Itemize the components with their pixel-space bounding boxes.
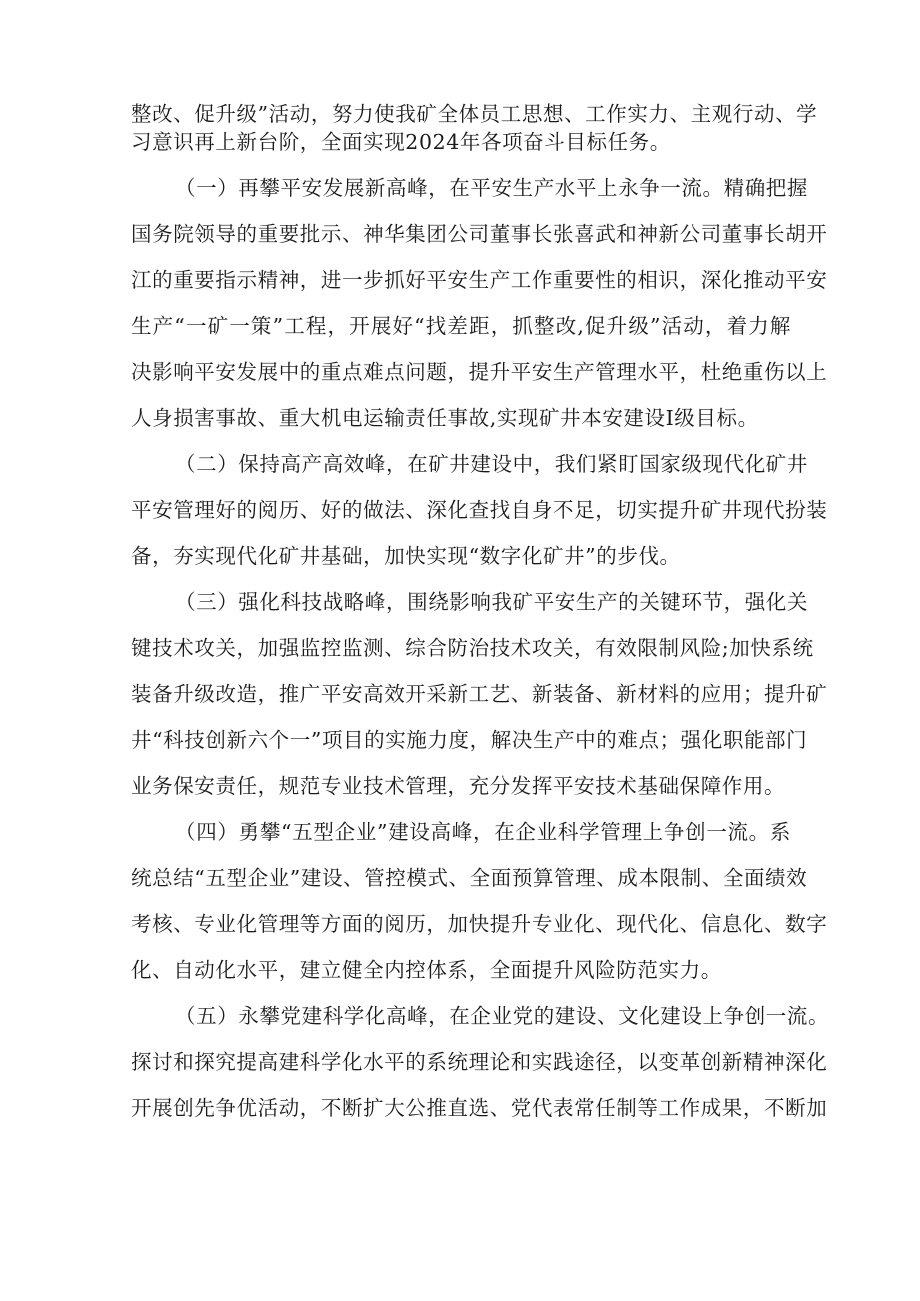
text-line: 决影响平安发展中的重点难点问题，提升平安生产管理水平，杜绝重伤以上 (131, 360, 828, 384)
paragraph-5-first-line: （五）永攀党建科学化高峰，在企业党的建设、文化建设上争创一流。 (175, 1004, 830, 1028)
text-line: 习意识再上新台阶，全面实现2024年各项奋斗目标任务。 (131, 130, 671, 154)
text-line: 生产“一矿一策”工程，开展好“找差距，抓整改,促升级”活动，着力解 (131, 314, 791, 338)
text-line: 整改、促升级”活动，努力使我矿全体员工思想、工作实力、主观行动、学 (131, 102, 818, 126)
text-line: 考核、专业化管理等方面的阅历，加快提升专业化、现代化、信息化、数字 (131, 912, 828, 936)
text-line: 探讨和探究提高建科学化水平的系统理论和实践途径，以变革创新精神深化 (131, 1050, 828, 1074)
text-line: 开展创先争优活动，不断扩大公推直选、党代表常任制等工作成果，不断加 (131, 1096, 828, 1120)
text-line: 装备升级改造，推广平安高效开采新工艺、新装备、新材料的应用；提升矿 (131, 682, 828, 706)
text-line: 键技术攻关，加强监控监测、综合防治技术攻关，有效限制风险;加快系统 (131, 636, 814, 660)
paragraph-3-first-line: （三）强化科技战略峰，围绕影响我矿平安生产的关键环节，强化关 (175, 590, 808, 614)
paragraph-4-first-line: （四）勇攀“五型企业”建设高峰，在企业科学管理上争创一流。系 (175, 820, 791, 844)
text-line: 井“科技创新六个一”项目的实施力度，解决生产中的难点；强化职能部门 (131, 728, 808, 752)
text-line: 统总结“五型企业”建设、管控模式、全面预算管理、成本限制、全面绩效 (131, 866, 808, 890)
text-line: 业务保安责任，规范专业技术管理，充分发挥平安技术基础保障作用。 (131, 774, 786, 798)
paragraph-2-first-line: （二）保持高产高效峰，在矿井建设中，我们紧盯国家级现代化矿井 (175, 452, 808, 476)
text-line: 备，夯实现代化矿井基础，加快实现“数字化矿井”的步伐。 (131, 544, 681, 568)
text-line: 化、自动化水平，建立健全内控体系，全面提升风险防范实力。 (131, 958, 722, 982)
text-line: 国务院领导的重要批示、神华集团公司董事长张喜武和神新公司董事长胡开 (131, 222, 828, 246)
text-line: 平安管理好的阅历、好的做法、深化查找自身不足，切实提升矿井现代扮装 (131, 498, 828, 522)
paragraph-1-first-line: （一）再攀平安发展新高峰，在平安生产水平上永争一流。精确把握 (175, 176, 808, 200)
text-line: 江的重要指示精神，进一步抓好平安生产工作重要性的相识，深化推动平安 (131, 268, 828, 292)
text-line: 人身损害事故、重大机电运输责任事故,实现矿井本安建设Ⅰ级目标。 (131, 406, 759, 430)
